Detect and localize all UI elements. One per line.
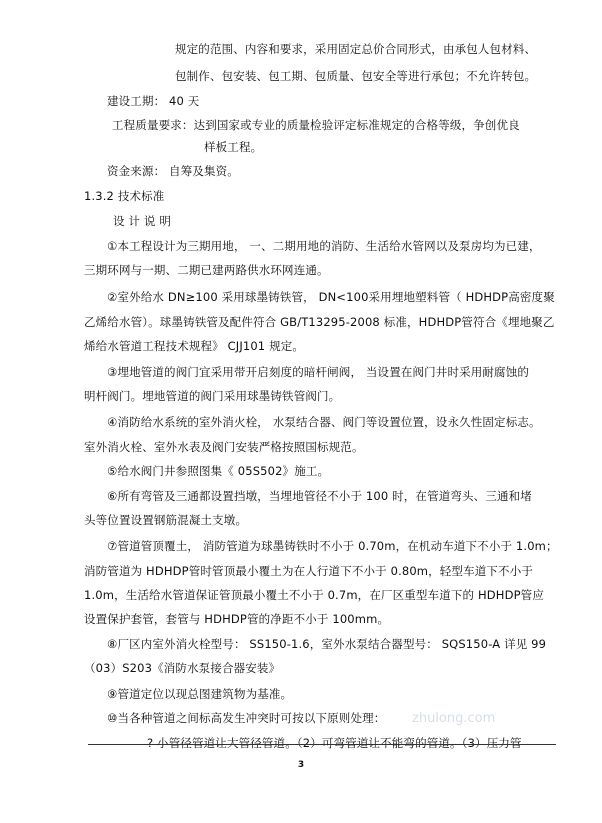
quality-requirement: 工程质量要求：达到国家或专业的质量检验评定标准规定的合格等级，争创优良 [112,118,520,132]
paragraph-line: 规定的范围、内容和要求，采用固定总价合同形式，由承包人包材料、 [175,42,537,56]
paragraph-line: 乙烯给水管）。球墨铸铁管及配件符合 GB/T13295-2008 标准，HDHDP管符合《埋地聚乙 [84,315,555,329]
construction-period: 建设工期： 40 天 [107,94,200,108]
paragraph-line: 室外消火栓、室外水表及阀门安装严格按照国标规范。 [84,440,364,454]
paragraph-line: 包制作、包安装、包工期、包质量、包安全等进行承包；不允许转包。 [175,69,537,83]
footer-rule [88,744,556,745]
design-note-3: ③埋地管道的阀门宜采用带开启刻度的暗杆闸阀， 当设置在阀门井时采用耐腐蚀的 [107,365,530,379]
paragraph-line: 消防管道为 HDHDP管时管顶最小覆土为在人行道下不小于 0.80m，轻型车道下不小于 [84,564,534,578]
design-note-7: ⑦管道管顶覆土， 消防管道为球墨铸铁时不小于 0.70m，在机动车道下不小于 1.0m； [107,539,558,553]
funding-source: 资金来源： 自筹及集资。 [107,164,239,178]
design-note-6: ⑥所有弯管及三通都设置挡墩，当埋地管径不小于 100 时，在管道弯头、三通和堵 [107,489,532,503]
paragraph-line: 样板工程。 [204,140,263,154]
principle-list-line: ? 小管径管道让大管径管道。（2）可弯管道让不能弯的管道。（3）压力管 [147,735,522,753]
design-note-8: ⑧厂区内室外消火栓型号： SS150-1.6，室外水泵结合器型号： SQS150-A 详见 99 [107,637,547,651]
design-note-5: ⑤给水阀门井参照图集《 05S502》施工。 [107,464,330,478]
section-heading: 1.3.2 技术标准 [84,189,165,203]
paragraph-line: （03）S203《消防水泵接合器安装》 [84,661,281,675]
design-note-4: ④消防给水系统的室外消火栓， 水泵结合器、阀门等设置位置，设永久性固定标志。 [107,415,541,429]
paragraph-line: 头等位置设置钢筋混凝土支墩。 [84,513,248,527]
paragraph-line: 明杆阀门。埋地管道的阀门采用球墨铸铁管阀门。 [84,389,341,403]
design-note-9: ⑨管道定位以现总图建筑物为基准。 [107,687,293,701]
paragraph-line: 烯给水管道工程技术规程》 CJJ101 规定。 [84,339,305,353]
paragraph-line: 1.0m，生活给水管道保证管顶最小覆土不小于 0.7m，在厂区重型车道下的 HDHDP管应 [84,588,544,602]
paragraph-line: 设置保护套管，套管与 HDHDP管的净距不小于 100mm。 [84,612,390,626]
design-note-2: ②室外给水 DN≥100 采用球墨铸铁管， DN<100采用埋地塑料管（ HDHDP高密度聚 [107,290,555,304]
paragraph-line: 三期环网与一期、二期已建两路供水环网连通。 [84,263,329,277]
sub-heading: 设 计 说 明 [113,214,172,228]
design-note-10: ⑩当各种管道之间标高发生冲突时可按以下原则处理： [107,711,386,725]
watermark: zhulong.com [412,711,496,726]
design-note-1: ①本工程设计为三期用地， 一、二期用地的消防、生活给水管网以及泵房均为已建， [107,239,541,253]
page-number: 3 [297,760,305,770]
